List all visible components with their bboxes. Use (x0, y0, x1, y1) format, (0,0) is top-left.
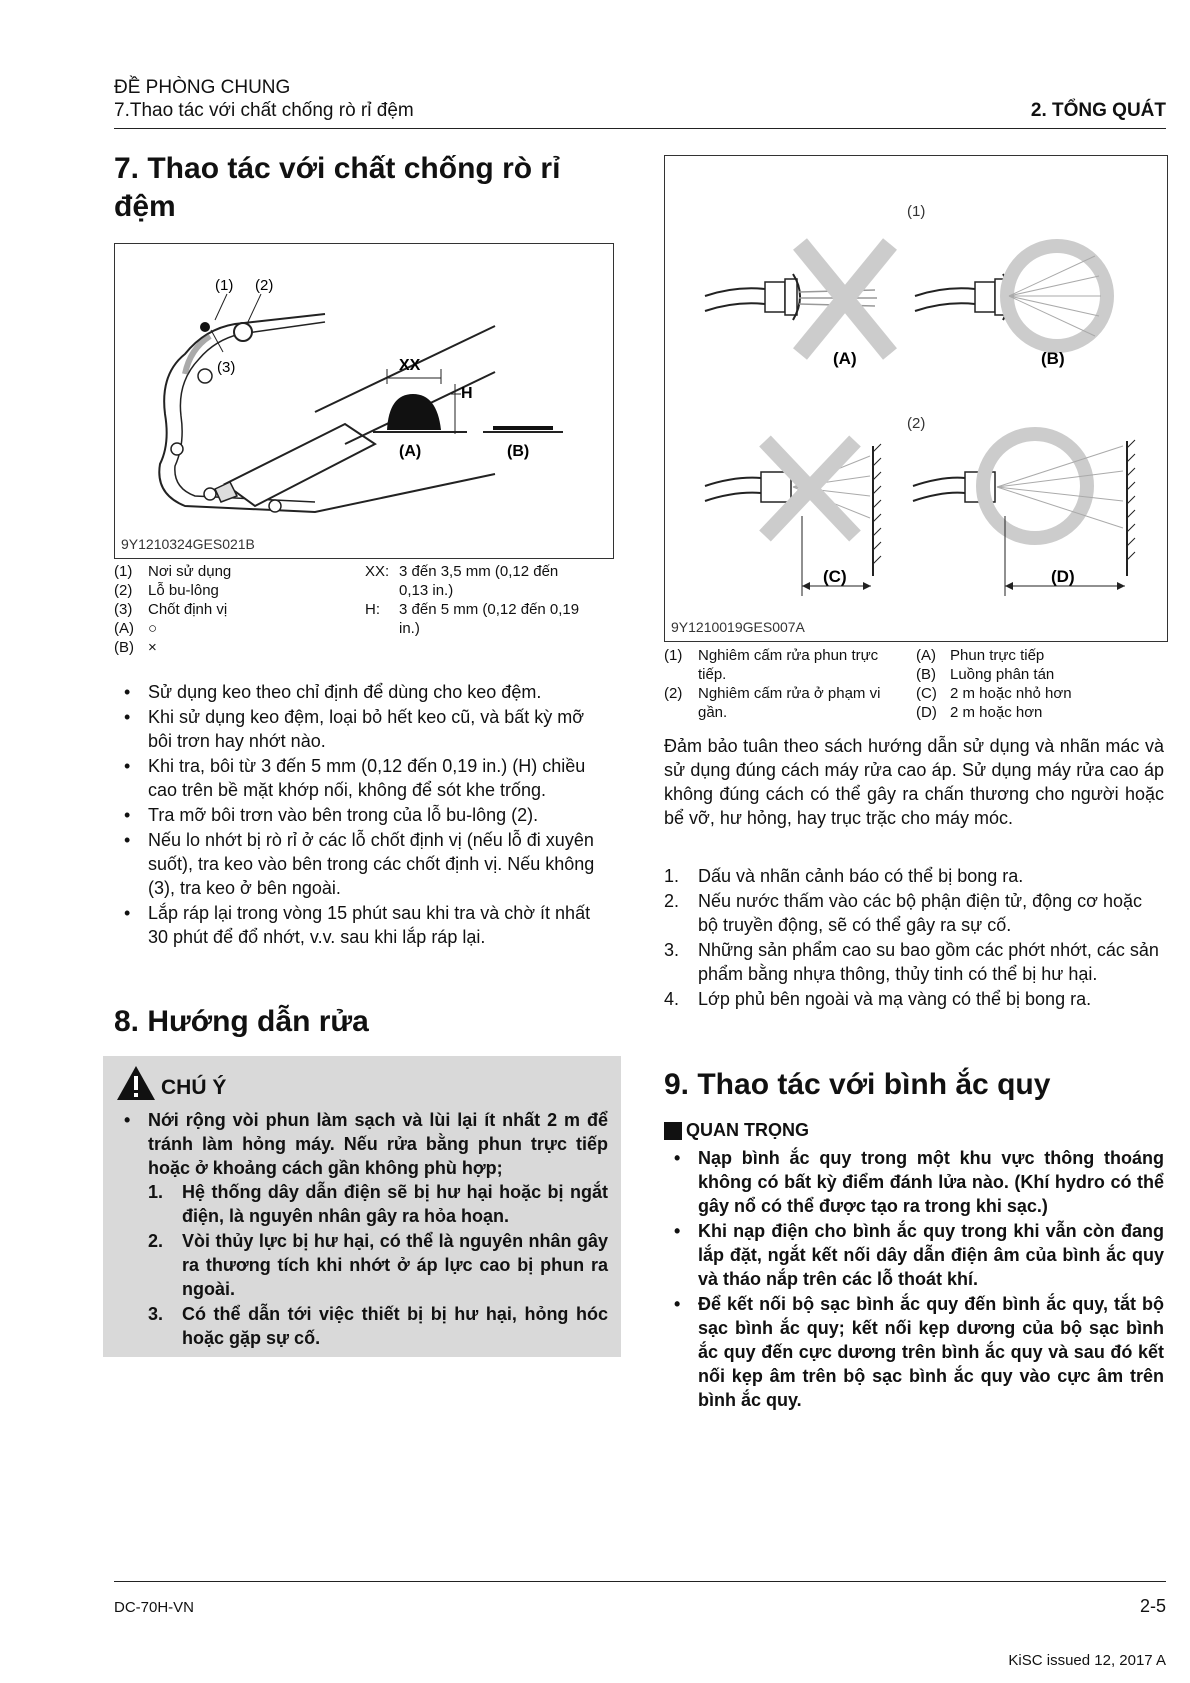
section-9-title: 9. Thao tác với bình ắc quy (664, 1068, 1051, 1101)
wash-label-c: (C) (823, 567, 847, 586)
legend-key: (A) (114, 620, 134, 637)
legend-key: (A) (916, 647, 936, 664)
wash-figure-code: 9Y1210019GES007A (671, 619, 805, 635)
legend-key: H: (365, 601, 380, 618)
gasket-figure-code: 9Y1210324GES021B (121, 536, 255, 552)
legend-key: (2) (664, 685, 683, 702)
wash-effects-item (664, 864, 1164, 888)
item-text: Vòi thủy lực bị hư hại, có thể là nguyên nhân gây ra thương tích khi nhớt ở áp lực cao bị phun ra ngoài. (182, 1231, 608, 1299)
section-8-title: 8. Hướng dẫn rửa (114, 1005, 369, 1038)
dim-xx-label: XX (399, 357, 421, 374)
caution-title: CHÚ Ý (161, 1076, 227, 1099)
item-number: 1. (148, 1182, 164, 1202)
legend-text: Nghiêm cấm rửa phun trực tiếp. (698, 647, 879, 683)
caution-bullet (114, 1108, 608, 1180)
legend-key: (1) (114, 563, 133, 580)
wash-legend-right (916, 646, 1156, 722)
wash-effects-item (664, 938, 1164, 986)
wash-effects-item (664, 987, 1164, 1011)
legend-key: (3) (114, 601, 133, 618)
legend-text: 2 m hoặc nhỏ hơn (950, 685, 1072, 702)
footer-page-number: 2-5 (1139, 1596, 1166, 1616)
item-text: Có thể dẫn tới việc thiết bị bị hư hại, hỏng hóc hoặc gặp sự cố. (182, 1304, 608, 1348)
caution-list-item (148, 1180, 608, 1228)
caution-bullet-text: Nới rộng vòi phun làm sạch và lùi lại ít nhất 2 m để tránh làm hỏng máy. Nếu rửa bằng phun trực tiếp hoặc ở khoảng cách gần không phù hợp; (148, 1110, 608, 1178)
legend-key: (C) (916, 685, 937, 702)
bullet-item: • Nếu lo nhớt bị rò rỉ ở các lỗ chốt định vị (nếu lỗ đi xuyên suốt), tra keo vào bên trong các chốt định vị. Nếu không (3), tra keo ở bên ngoài. (114, 828, 610, 900)
legend-row (114, 638, 354, 657)
group-label-2: (2) (907, 415, 926, 432)
footer-issue: KiSC issued 12, 2017 A (1008, 1652, 1166, 1669)
legend-row (916, 684, 1156, 703)
legend-key: (1) (664, 647, 683, 664)
legend-text: × (148, 639, 157, 656)
bullet-item: • Lắp ráp lại trong vòng 15 phút sau khi tra và chờ ít nhất 30 phút để đổ nhớt, v.v. sau khi lắp ráp lại. (114, 901, 610, 949)
wash-legend-left (664, 646, 904, 722)
item-text: Lớp phủ bên ngoài và mạ vàng có thể bị bong ra. (698, 989, 1092, 1009)
section-7-bullets (114, 680, 610, 950)
legend-text: Phun trực tiếp (950, 647, 1045, 664)
legend-key: (B) (114, 639, 134, 656)
legend-row (916, 646, 1156, 665)
important-square-icon (664, 1122, 682, 1140)
header-chapter: 2. TỔNG QUÁT (1030, 100, 1166, 121)
legend-row (365, 562, 590, 600)
header-subsection: 7.Thao tác với chất chống rò rỉ đệm (114, 100, 414, 121)
item-number: 3. (148, 1304, 164, 1324)
legend-key: XX: (365, 563, 390, 580)
legend-key: (B) (916, 666, 936, 683)
legend-text: Nghiêm cấm rửa ở phạm vi gần. (698, 685, 881, 721)
caution-list-item (148, 1302, 608, 1350)
item-number: 3. (664, 940, 680, 960)
item-text: Những sản phẩm cao su bao gồm các phớt nhớt, các sản phẩm bằng nhựa thông, thủy tinh có thể bị hư hại. (698, 940, 1159, 984)
item-number: 1. (664, 866, 680, 886)
bullet-item: • Sử dụng keo theo chỉ định để dùng cho keo đệm. (114, 680, 610, 704)
legend-text: Luồng phân tán (950, 666, 1055, 683)
wash-figure (664, 155, 1168, 642)
gasket-legend-left (114, 562, 354, 657)
caution-list-item (148, 1229, 608, 1301)
section-9-bullets (664, 1146, 1164, 1413)
callout-2: (2) (255, 277, 274, 294)
legend-text: 2 m hoặc hơn (950, 704, 1043, 721)
dim-h-label: H (461, 385, 473, 402)
legend-row (114, 581, 354, 600)
warning-triangle-icon (115, 1064, 157, 1102)
item-text: Nếu nước thấm vào các bộ phận điện tử, động cơ hoặc bộ truyền động, sẽ có thể gây ra sự cố. (698, 891, 1142, 935)
legend-row (916, 703, 1156, 722)
legend-text: 3 đến 5 mm (0,12 đến 0,19 in.) (399, 601, 580, 637)
wash-label-d: (D) (1051, 567, 1075, 586)
legend-row (114, 619, 354, 638)
legend-key: (D) (916, 704, 937, 721)
header-section: ĐỀ PHÒNG CHUNG (114, 77, 291, 98)
important-label: QUAN TRỌNG (686, 1120, 809, 1140)
legend-row (114, 562, 354, 581)
legend-text: 3 đến 3,5 mm (0,12 đến 0,13 in.) (399, 563, 559, 599)
wash-paragraph: Đảm bảo tuân theo sách hướng dẫn sử dụng và nhãn mác và sử dụng đúng cách máy rửa cao áp. Sử dụng máy rửa cao áp không đúng cách có thể gây ra chấn thương cho người hoặc bể vỡ, hư hỏng, hay trục trặc cho máy móc. (664, 736, 1164, 828)
gasket-legend-right (365, 562, 590, 638)
legend-row (365, 600, 590, 638)
item-number: 2. (664, 891, 680, 911)
bullet-item: • Nạp bình ắc quy trong một khu vực thông thoáng không có bất kỳ điểm đánh lửa nào. (Khí hydro có thể gây nổ có thể được tạo ra trong khi sạc.) (664, 1146, 1164, 1218)
figure-label-a: (A) (399, 443, 422, 460)
bullet-item: • Khi sử dụng keo đệm, loại bỏ hết keo cũ, và bất kỳ mỡ bôi trơn hay nhớt nào. (114, 705, 610, 753)
bullet-item: • Tra mỡ bôi trơn vào bên trong của lỗ bu-lông (2). (114, 803, 610, 827)
caution-list (148, 1180, 608, 1350)
legend-row (916, 665, 1156, 684)
wash-effects-item (664, 889, 1164, 937)
bullet-item: • Để kết nối bộ sạc bình ắc quy đến bình ắc quy, tắt bộ sạc bình ắc quy; kết nối kẹp dương của bộ sạc bình ắc quy đến cực dương trên bình ắc quy và sau đó kết nối kẹp âm trên bộ sạc bình ắc quy vào cực âm trên bình ắc quy. (664, 1292, 1164, 1412)
wash-label-a: (A) (833, 349, 857, 368)
callout-3: (3) (217, 359, 236, 376)
wash-illustration (665, 156, 1167, 641)
legend-key: (2) (114, 582, 133, 599)
legend-text: ○ (148, 620, 158, 637)
figure-label-b: (B) (507, 443, 530, 460)
section-7-title: 7. Thao tác với chất chống rò rỉ đệm (114, 152, 561, 223)
group-label-1: (1) (907, 203, 926, 220)
legend-row (114, 600, 354, 619)
legend-text: Chốt định vị (148, 601, 228, 618)
item-text: Hệ thống dây dẫn điện sẽ bị hư hại hoặc bị ngắt điện, là nguyên nhân gây ra hỏa hoạn. (182, 1182, 608, 1226)
callout-1: (1) (215, 277, 234, 294)
wash-label-b: (B) (1041, 349, 1065, 368)
bullet-dot: • (124, 1110, 131, 1130)
legend-text: Nơi sử dụng (148, 563, 232, 580)
gasket-illustration (115, 244, 613, 558)
important-header (664, 1120, 809, 1141)
legend-text: Lỗ bu-lông (148, 582, 219, 599)
header-rule (114, 128, 1166, 129)
caution-box (103, 1056, 621, 1357)
caution-content (114, 1108, 608, 1351)
item-text: Dấu và nhãn cảnh báo có thể bị bong ra. (698, 866, 1024, 886)
item-number: 4. (664, 989, 680, 1009)
legend-row (664, 646, 904, 684)
footer-rule (114, 1581, 1166, 1582)
gasket-figure (114, 243, 614, 559)
wash-effects-list (664, 864, 1164, 1012)
footer-doc-code: DC-70H-VN (114, 1599, 195, 1616)
caution-header (115, 1064, 226, 1102)
bullet-item: • Khi nạp điện cho bình ắc quy trong khi vẫn còn đang lắp đặt, ngắt kết nối dây dẫn điện âm của bình ắc quy và tháo nắp trên các lỗ thoát khí. (664, 1219, 1164, 1291)
bullet-item: • Khi tra, bôi từ 3 đến 5 mm (0,12 đến 0,19 in.) (H) chiều cao trên bề mặt khớp nối, không để sót khe trống. (114, 754, 610, 802)
legend-row (664, 684, 904, 722)
item-number: 2. (148, 1231, 164, 1251)
